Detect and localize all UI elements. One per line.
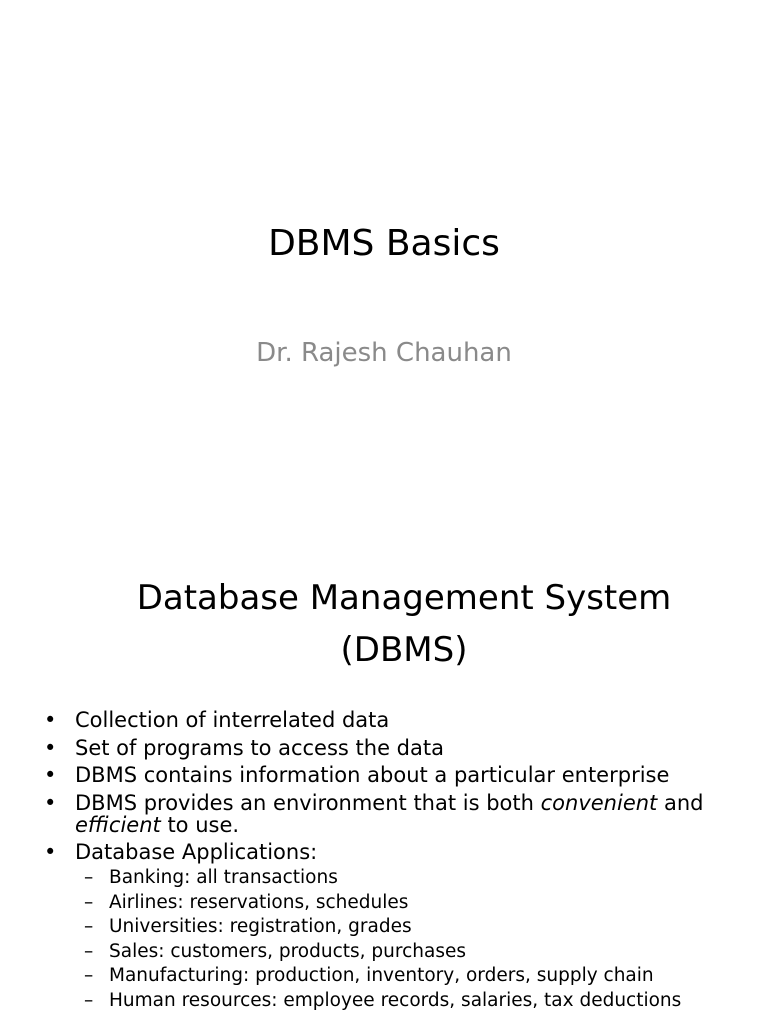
bullet-item: • DBMS contains information about a particular enterprise	[44, 764, 744, 786]
application-item: – Airlines: reservations, schedules	[74, 891, 744, 916]
author-subtitle: Dr. Rajesh Chauhan	[256, 338, 512, 368]
bullet-item: • Set of programs to access the data	[44, 737, 744, 759]
slide-title	[40, 572, 768, 676]
bullet-item-applications	[44, 841, 744, 1013]
application-item: – Human resources: employee records, salaries, tax deductions	[74, 989, 744, 1014]
bullet-list	[44, 709, 744, 1019]
bullet-text: and	[657, 790, 704, 815]
application-item: – Banking: all transactions	[74, 866, 744, 891]
application-item: – Universities: registration, grades	[74, 915, 744, 940]
bullet-text: DBMS provides an environment that is both	[75, 790, 541, 815]
presentation-title: DBMS Basics	[268, 223, 500, 264]
applications-list	[74, 866, 744, 1013]
bullet-item: • Collection of interrelated data	[44, 709, 744, 731]
bullet-text: to use.	[160, 812, 240, 837]
applications-label: Database Applications:	[75, 840, 318, 864]
application-item: – Manufacturing: production, inventory, orders, supply chain	[74, 964, 744, 989]
bullet-item-environment	[44, 792, 744, 836]
emphasis-convenient: convenient	[540, 790, 658, 815]
slide-title-line-1: Database Management System	[136, 578, 672, 618]
slide-title-line-2: (DBMS)	[340, 630, 468, 670]
content-slide	[0, 512, 768, 1024]
application-item: – Sales: customers, products, purchases	[74, 940, 744, 965]
emphasis-efficient: efficient	[75, 812, 161, 837]
